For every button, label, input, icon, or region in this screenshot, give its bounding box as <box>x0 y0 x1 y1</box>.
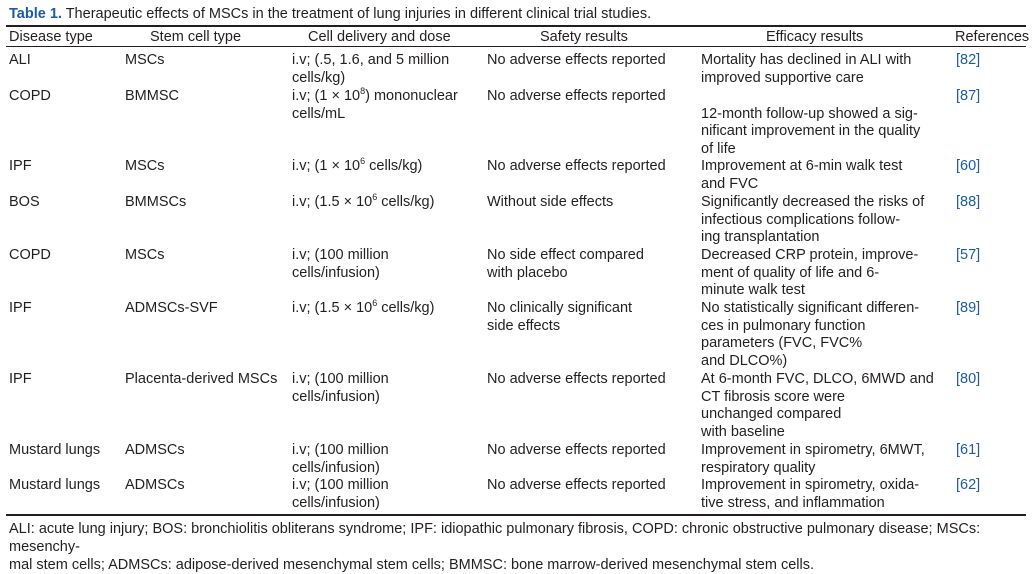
header-stem-cell-type: Stem cell type <box>150 29 242 45</box>
header-disease-type: Disease type <box>9 29 93 45</box>
header-cell-delivery: Cell delivery and dose <box>308 29 451 45</box>
cell-dose-cell <box>292 300 482 318</box>
stem-cell-type-cell: MSCs <box>125 52 165 68</box>
reference-link[interactable]: [87] <box>956 88 981 104</box>
safety-results-cell: No adverse effects reported <box>487 477 666 493</box>
reference-link[interactable]: [80] <box>956 371 981 387</box>
dose-text: i.v; (1 × 10 <box>292 88 361 104</box>
efficacy-results-cell: Significantly decreased the risks of infectious complications follow- ing transplantation <box>701 194 925 246</box>
disease-type-cell: ALI <box>9 52 31 68</box>
cell-dose-cell <box>292 371 482 406</box>
header-rule <box>6 46 1026 47</box>
reference-link[interactable]: [88] <box>956 194 981 210</box>
efficacy-results-cell: Improvement at 6-min walk test and FVC <box>701 158 903 192</box>
dose-text: i.v; (.5, 1.6, and 5 million cells/kg) <box>292 52 450 86</box>
stem-cell-type-cell: MSCs <box>125 158 165 174</box>
disease-type-cell: IPF <box>9 300 32 316</box>
cell-dose-cell <box>292 88 482 123</box>
disease-type-cell: BOS <box>9 194 40 210</box>
dose-text: i.v; (100 million cells/infusion) <box>292 477 389 511</box>
safety-results-cell: No adverse effects reported <box>487 442 666 458</box>
dose-text: i.v; (1.5 × 10 <box>292 300 373 316</box>
cell-dose-cell <box>292 477 482 512</box>
stem-cell-type-cell: ADMSCs <box>125 442 185 458</box>
cell-dose-cell <box>292 247 482 282</box>
efficacy-results-cell: Improvement in spirometry, 6MWT, respiratory quality <box>701 442 925 476</box>
dose-text-suffix: cells/kg) <box>365 158 423 174</box>
reference-link[interactable]: [89] <box>956 300 981 316</box>
bottom-rule <box>6 514 1026 516</box>
cell-dose-cell <box>292 442 482 477</box>
reference-link[interactable]: [61] <box>956 442 981 458</box>
cell-dose-cell <box>292 158 482 176</box>
disease-type-cell: IPF <box>9 371 32 387</box>
header-references: References <box>955 29 1030 45</box>
dose-text: i.v; (100 million cells/infusion) <box>292 442 389 476</box>
stem-cell-type-cell: Placenta-derived MSCs <box>125 371 278 387</box>
reference-link[interactable]: [57] <box>956 247 981 263</box>
table-caption <box>9 6 651 22</box>
stem-cell-type-cell: BMMSC <box>125 88 179 104</box>
safety-results-cell: No side effect compared with placebo <box>487 247 644 281</box>
dose-exponent: 6 <box>372 298 378 308</box>
reference-link[interactable]: [60] <box>956 158 981 174</box>
efficacy-results-cell: Improvement in spirometry, oxida- tive stress, and inflammation <box>701 477 920 511</box>
dose-exponent: 8 <box>360 86 366 96</box>
cell-dose-cell <box>292 194 482 212</box>
dose-text: i.v; (100 million cells/infusion) <box>292 247 389 281</box>
disease-type-cell: COPD <box>9 88 51 104</box>
table-title: Therapeutic effects of MSCs in the treatment of lung injuries in different clinical trial studies. <box>65 6 652 22</box>
disease-type-cell: Mustard lungs <box>9 477 101 493</box>
header-safety-results: Safety results <box>540 29 628 45</box>
safety-results-cell: No clinically significant side effects <box>487 300 633 334</box>
disease-type-cell: COPD <box>9 247 51 263</box>
dose-text-suffix: cells/kg) <box>377 300 435 316</box>
dose-exponent: 6 <box>372 192 378 202</box>
dose-text: i.v; (1.5 × 10 <box>292 194 373 210</box>
efficacy-results-cell: Decreased CRP protein, improve- ment of quality of life and 6- minute walk test <box>701 247 919 299</box>
table-label: Table 1. <box>9 6 62 22</box>
dose-exponent: 6 <box>360 156 366 166</box>
efficacy-results-cell: 12-month follow-up showed a sig- nificant improvement in the quality of life <box>701 105 921 157</box>
dose-text: i.v; (100 million cells/infusion) <box>292 371 389 405</box>
safety-results-cell: No adverse effects reported <box>487 52 666 68</box>
reference-link[interactable]: [62] <box>956 477 981 493</box>
dose-text-suffix: cells/kg) <box>377 194 435 210</box>
disease-type-cell: Mustard lungs <box>9 442 101 458</box>
efficacy-results-cell: Mortality has declined in ALI with improved supportive care <box>701 52 912 86</box>
table-footnote: ALI: acute lung injury; BOS: bronchiolitis obliterans syndrome; IPF: idiopathic pulmonary fibrosis, COPD: chronic obstructive pulmonary disease; MSCs: mesenchy- mal stem cells; ADMSCs: adipose-derived mesenchymal stem cells; BMMSC: bone marrow-derived mesenchymal stem cells. <box>9 521 981 573</box>
safety-results-cell: No adverse effects reported <box>487 88 666 104</box>
disease-type-cell: IPF <box>9 158 32 174</box>
safety-results-cell: No adverse effects reported <box>487 158 666 174</box>
stem-cell-type-cell: MSCs <box>125 247 165 263</box>
header-efficacy-results: Efficacy results <box>766 29 864 45</box>
efficacy-results-cell: At 6-month FVC, DLCO, 6MWD and CT fibrosis score were unchanged compared with baseline <box>701 371 934 440</box>
safety-results-cell: Without side effects <box>487 194 614 210</box>
top-rule <box>6 25 1026 27</box>
cell-dose-cell <box>292 52 482 87</box>
safety-results-cell: No adverse effects reported <box>487 371 666 387</box>
dose-text: i.v; (1 × 10 <box>292 158 361 174</box>
stem-cell-type-cell: BMMSCs <box>125 194 187 210</box>
reference-link[interactable]: [82] <box>956 52 981 68</box>
stem-cell-type-cell: ADMSCs <box>125 477 185 493</box>
stem-cell-type-cell: ADMSCs-SVF <box>125 300 218 316</box>
dose-text-suffix: ) mononuclear cells/mL <box>292 88 458 122</box>
efficacy-results-cell: No statistically significant differen- ces in pulmonary function parameters (FVC, FVC% and DLCO%) <box>701 300 920 369</box>
